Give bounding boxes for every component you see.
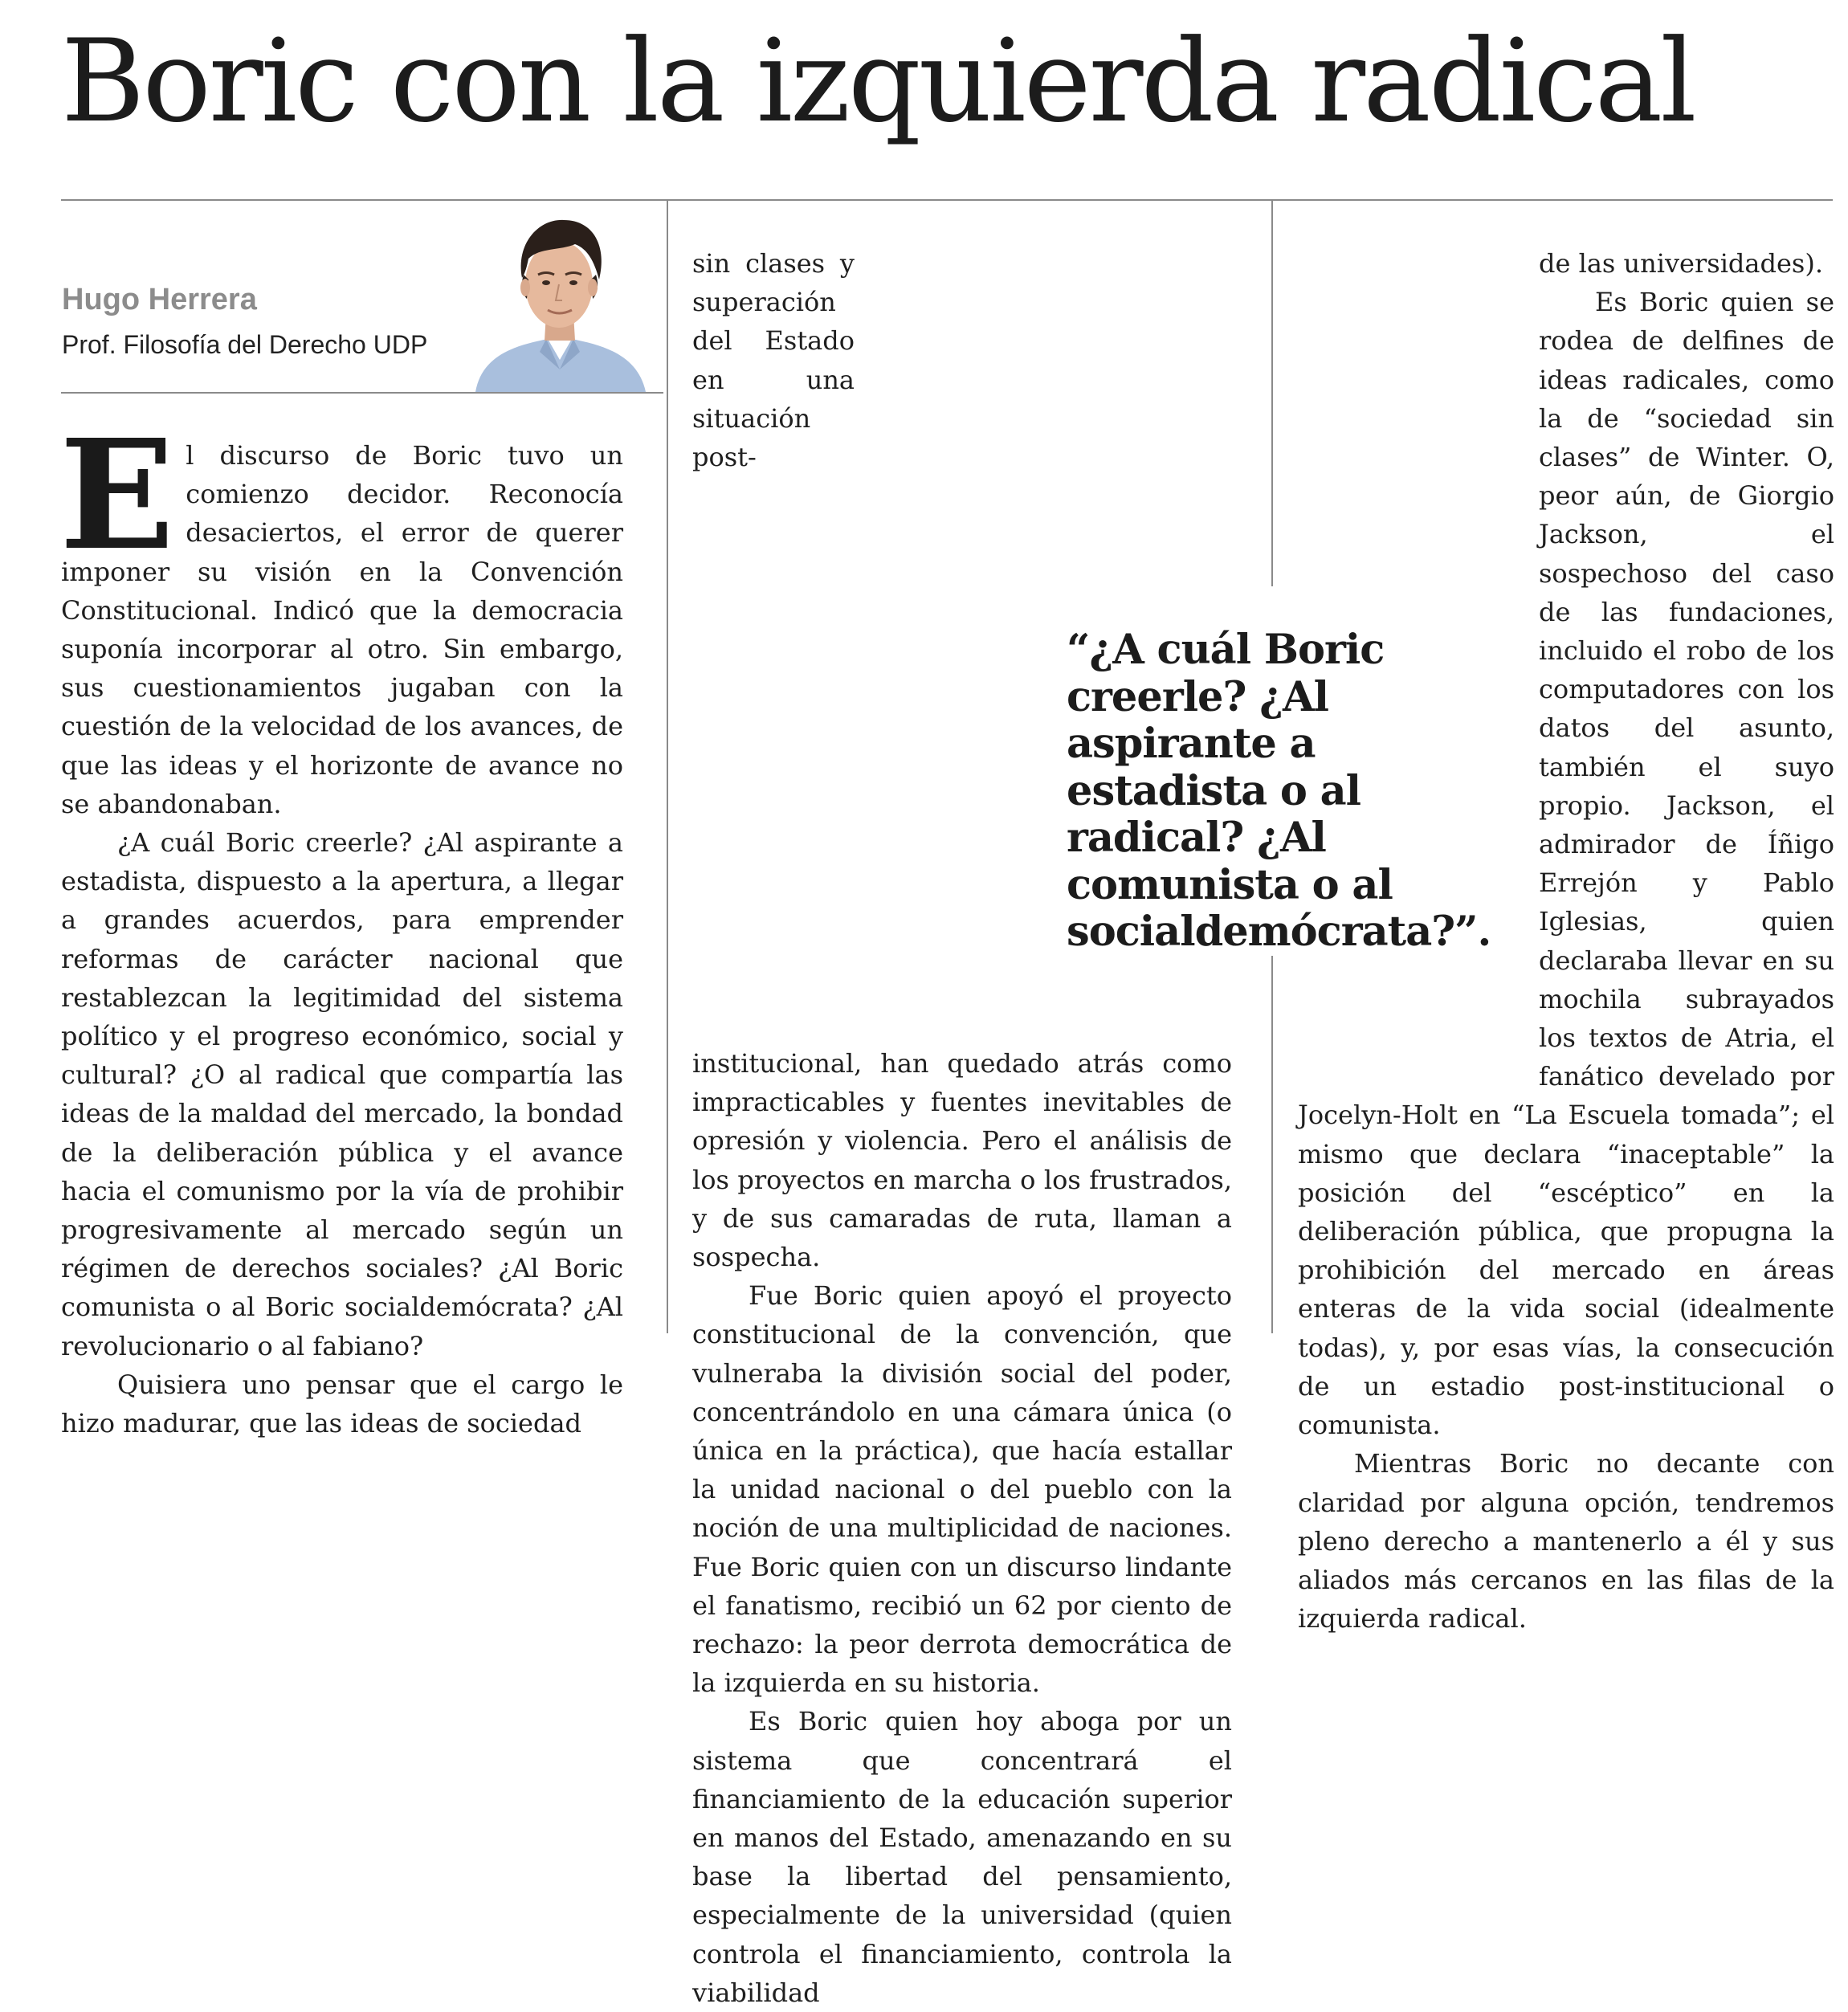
paragraph: de las universidades). <box>1539 248 1823 279</box>
headline: Boric con la izquierda radical <box>61 15 1695 148</box>
byline-divider <box>61 392 663 394</box>
paragraph-text: l discurso de Boric tuvo un comienzo decidor. Reconocía desaciertos, el error de querer imponer su visión en la Convención Constitucional. Indicó que la democracia suponía incorporar al otro. Sin embargo, sus cuestionamientos jugaban con la cuestión de la velocidad de los avances, de que las ideas y el horizonte de avance no se abandonaban. <box>61 440 623 819</box>
paragraph: sin clases y superación del Estado en una situación post-institucional, han quedado atrás como impracticables y fuentes inevitables de opresión y violencia. Pero el análisis de los proyectos en marcha o los frustrados, y de sus camaradas de ruta, llaman a sospecha. <box>692 248 1232 1273</box>
column-divider-2-upper <box>1271 201 1273 586</box>
paragraph: ¿A cuál Boric creerle? ¿Al aspirante a estadista, dispuesto a la apertura, a llegar a grandes acuerdos, para emprender reformas de carácter nacional que restablezcan la legitimidad del sistema político y el progreso económico, social y cultural? ¿O al radical que compartía las ideas de la maldad del mercado, la bondad de la deliberación pública y el avance hacia el comunismo por la vía de prohibir progresivamente al mercado según un régimen de derechos sociales? ¿Al Boric comunista o al Boric socialdemócrata? ¿Al revolucionario o al fabiano? <box>61 827 623 1361</box>
author-name: Hugo Herrera <box>62 283 257 316</box>
drop-cap: E <box>59 406 175 584</box>
column-divider-1 <box>667 201 668 1333</box>
paragraph: Quisiera uno pensar que el cargo le hizo madurar, que las ideas de sociedad <box>61 1369 623 1439</box>
paragraph <box>59 406 623 823</box>
author-photo <box>459 210 660 392</box>
paragraph: Es Boric quien se rodea de delfines de ideas radicales, como la de “sociedad sin clases” de Winter. O, peor aún, de Giorgio Jackson, el sospechoso del caso de las fundaciones, incluido el robo de los computadores con los datos del asunto, también el suyo propio. Jackson, el admirador de Íñigo Errejón y Pablo Iglesias, quien declaraba llevar en su mochila subrayados los textos de Atria, el fanático develado por Jocelyn-Holt en “La Escuela tomada”; el mismo que declara “inaceptable” la posición del “escéptico” en la deliberación pública, que propugna la prohibición del mercado en áreas enteras de la vida social (idealmente todas), y, por esas vías, la consecución de un estadio post-institucional o comunista. <box>1298 287 1834 1441</box>
article-column-1 <box>59 406 623 1439</box>
pull-quote: “¿A cuál Boric creerle? ¿Al aspirante a estadista o al radical? ¿Al comunista o al socialdemócrata?”. <box>1067 626 1491 956</box>
author-role: Prof. Filosofía del Derecho UDP <box>62 330 428 359</box>
column-divider-2-lower <box>1271 956 1273 1333</box>
paragraph: Mientras Boric no decante con claridad por alguna opción, tendremos pleno derecho a mantenerlo a él y sus aliados más cercanos en las filas de la izquierda radical. <box>1298 1448 1834 1634</box>
paragraph: Fue Boric quien apoyó el proyecto constitucional de la convención, que vulneraba la división social del poder, concentrándolo en una cámara única (o única en la práctica), que hacía estallar la unidad nacional o del pueblo con la noción de una multiplicidad de naciones. Fue Boric quien con un discurso lindante el fanatismo, recibió un 62 por ciento de rechazo: la peor derrota democrática de la izquierda en su historia. <box>692 1280 1232 1699</box>
paragraph: Es Boric quien hoy aboga por un sistema que concentrará el financiamiento de la educación superior en manos del Estado, amenazando en su base la libertad del pensamiento, especialmente de la universidad (quien controla el financiamiento, controla la viabilidad <box>692 1706 1232 2008</box>
top-divider <box>61 199 1833 201</box>
